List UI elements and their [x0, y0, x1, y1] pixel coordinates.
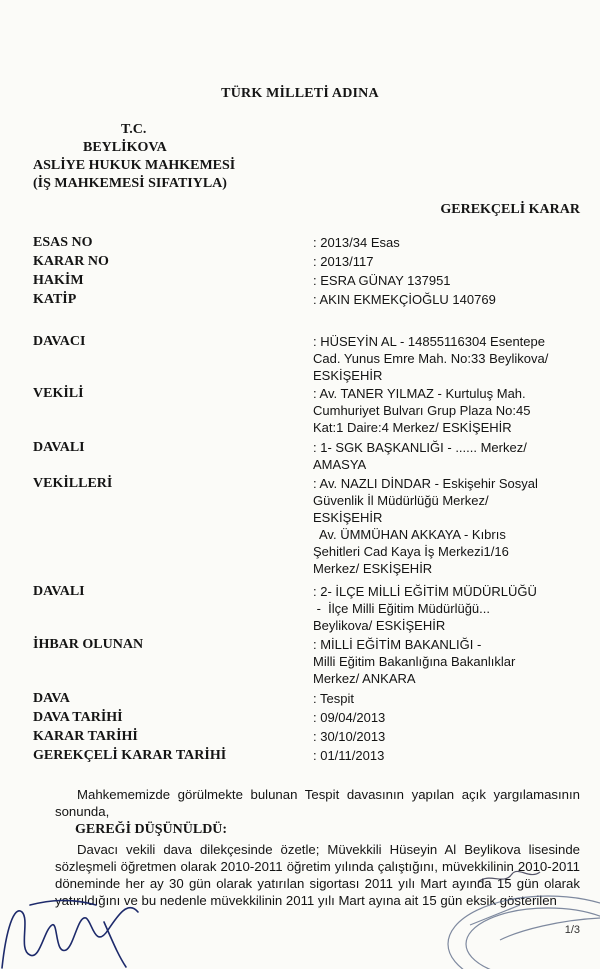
field-label: KARAR NO — [33, 254, 109, 269]
field-value: : AKIN EKMEKÇİOĞLU 140769 — [313, 292, 496, 307]
field-label: VEKİLLERİ — [33, 476, 113, 491]
field-value: : 2013/117 — [313, 254, 374, 269]
field-value: : 1- SGK BAŞKANLIĞI - ...... Merkez/ AMASYA — [313, 440, 527, 472]
field-value: : Tespit — [313, 691, 354, 706]
summary-paragraph: Davacı vekili dava dilekçesinde özetle; Müvekkili Hüseyin Al Beylikova lisesinde sözleşmeli öğretmen olarak 2010-2011 öğretim yılında çalıştığını, müvekkilinin 2010-2011 döneminde her ay 30 gün olarak yatırılan sigortası 2011 yılı Mart ayında 15 gün olarak yatırıldığını ve bu nedenle müvekkilinin 2011 yılı Mart ayına ait 15 gün eksik gösterilen — [55, 842, 580, 908]
field-value: : 30/10/2013 — [313, 729, 386, 744]
page-number: 1/3 — [564, 924, 580, 936]
field-value: : 2013/34 Esas — [313, 235, 400, 250]
field-label: KARAR TARİHİ — [33, 729, 138, 744]
document-type: GEREKÇELİ KARAR — [440, 202, 580, 217]
opening-paragraph: Mahkememizde görülmekte bulunan Tespit davasının yapılan açık yargılamasının sonunda, — [55, 787, 580, 819]
court-line-name: ASLİYE HUKUK MAHKEMESİ — [33, 158, 236, 173]
field-label: DAVALI — [33, 584, 85, 599]
field-value: : 01/11/2013 — [313, 748, 385, 763]
court-line-tc: T.C. — [121, 122, 147, 137]
field-value: : HÜSEYİN AL - 14855116304 Esentepe Cad. Yunus Emre Mah. No:33 Beylikova/ ESKİŞEHİR — [313, 334, 549, 383]
judgment-heading: GEREĞİ DÜŞÜNÜLDÜ: — [75, 822, 228, 837]
field-label: GEREKÇELİ KARAR TARİHİ — [33, 748, 227, 763]
court-line-city: BEYLİKOVA — [83, 140, 167, 155]
field-label: VEKİLİ — [33, 386, 84, 401]
stamp-scribble — [478, 871, 540, 882]
field-value: : MİLLİ EĞİTİM BAKANLIĞI - Milli Eğitim Bakanlığına Bakanlıklar Merkez/ ANKARA — [313, 637, 516, 686]
field-label: HAKİM — [33, 273, 84, 288]
document-heading: TÜRK MİLLETİ ADINA — [221, 86, 379, 101]
field-label: DAVALI — [33, 440, 85, 455]
field-label: DAVA — [33, 691, 70, 706]
field-value: : Av. TANER YILMAZ - Kurtuluş Mah. Cumhuriyet Bulvarı Grup Plaza No:45 Kat:1 Daire:4 Merkez/ ESKİŞEHİR — [313, 386, 531, 435]
field-label: DAVA TARİHİ — [33, 710, 123, 725]
field-label: DAVACI — [33, 334, 86, 349]
field-value: : 2- İLÇE MİLLİ EĞİTİM MÜDÜRLÜĞÜ - İlçe Milli Eğitim Müdürlüğü... Beylikova/ ESKİŞEHİR — [313, 584, 537, 633]
field-label: KATİP — [33, 292, 77, 307]
field-value: : ESRA GÜNAY 137951 — [313, 273, 451, 288]
court-line-capacity: (İŞ MAHKEMESİ SIFATIYLA) — [33, 176, 227, 191]
field-value: : Av. NAZLI DİNDAR - Eskişehir Sosyal Güvenlik İl Müdürlüğü Merkez/ ESKİŞEHİR Av. ÜMMÜHAN AKKAYA - Kıbrıs Şehitleri Cad Kaya İş Merkezi1/16 Merkez/ ESKİŞEHİR — [313, 476, 538, 576]
field-value: : 09/04/2013 — [313, 710, 386, 725]
field-label: İHBAR OLUNAN — [33, 637, 144, 652]
field-label: ESAS NO — [33, 235, 93, 250]
signature — [2, 900, 138, 968]
